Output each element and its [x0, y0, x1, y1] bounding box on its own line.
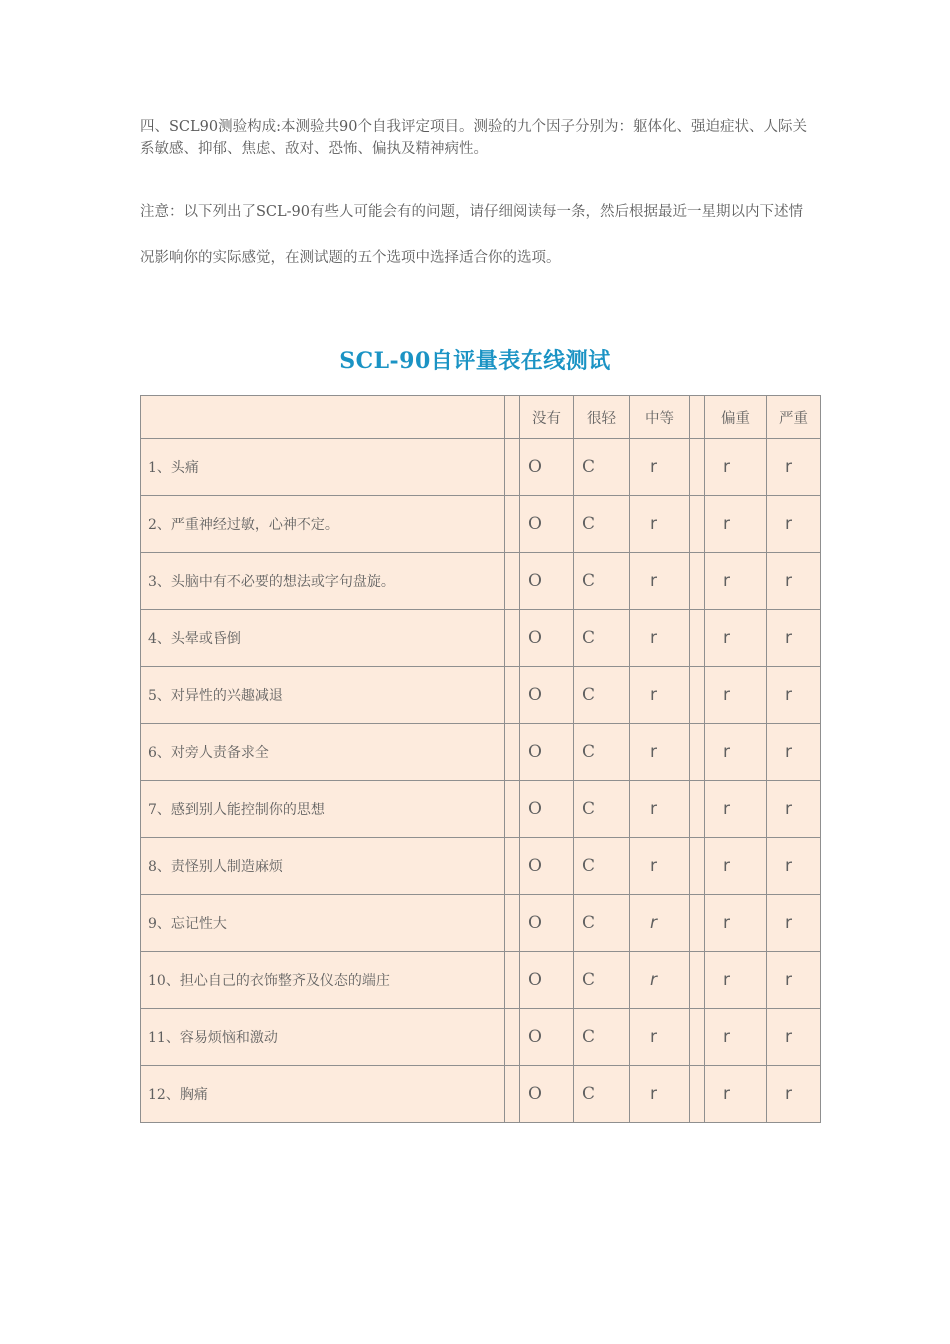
option-mild-radio[interactable]: C — [574, 1009, 630, 1066]
option-none-radio[interactable]: O — [520, 667, 574, 724]
table-row — [141, 610, 821, 667]
question-label: 2、严重神经过敏，心神不定。 — [141, 496, 505, 553]
option-mild-radio[interactable]: C — [574, 895, 630, 952]
option-moderate-radio[interactable]: r — [630, 952, 690, 1009]
table-row — [141, 838, 821, 895]
row-spacer-cell — [505, 838, 520, 895]
row-spacer-cell — [505, 667, 520, 724]
header-option-mild: 很轻 — [574, 396, 630, 439]
row-spacer-cell — [505, 496, 520, 553]
option-moderate-radio[interactable]: r — [630, 895, 690, 952]
row-spacer-cell — [690, 439, 705, 496]
option-severe-radio[interactable]: r — [767, 1066, 821, 1123]
row-spacer-cell — [690, 895, 705, 952]
option-none-radio[interactable]: O — [520, 781, 574, 838]
row-spacer-cell — [690, 724, 705, 781]
option-none-radio[interactable]: O — [520, 1066, 574, 1123]
option-mild-radio[interactable]: C — [574, 781, 630, 838]
option-severe-radio[interactable]: r — [767, 553, 821, 610]
row-spacer-cell — [505, 724, 520, 781]
question-label: 8、责怪别人制造麻烦 — [141, 838, 505, 895]
option-severe-radio[interactable]: r — [767, 838, 821, 895]
row-spacer-cell — [505, 1009, 520, 1066]
option-severe-radio[interactable]: r — [767, 952, 821, 1009]
option-none-radio[interactable]: O — [520, 1009, 574, 1066]
table-row — [141, 496, 821, 553]
option-heavy-radio[interactable]: r — [705, 553, 767, 610]
row-spacer-cell — [505, 895, 520, 952]
option-none-radio[interactable]: O — [520, 439, 574, 496]
option-heavy-radio[interactable]: r — [705, 1009, 767, 1066]
option-severe-radio[interactable]: r — [767, 610, 821, 667]
header-option-moderate: 中等 — [630, 396, 690, 439]
option-severe-radio[interactable]: r — [767, 1009, 821, 1066]
question-label: 7、感到别人能控制你的思想 — [141, 781, 505, 838]
question-label: 3、头脑中有不必要的想法或字句盘旋。 — [141, 553, 505, 610]
row-spacer-cell — [690, 781, 705, 838]
row-spacer-cell — [690, 838, 705, 895]
option-mild-radio[interactable]: C — [574, 1066, 630, 1123]
header-option-severe: 严重 — [767, 396, 821, 439]
option-mild-radio[interactable]: C — [574, 952, 630, 1009]
table-row — [141, 1009, 821, 1066]
row-spacer-cell — [505, 1066, 520, 1123]
option-mild-radio[interactable]: C — [574, 667, 630, 724]
option-none-radio[interactable]: O — [520, 553, 574, 610]
option-mild-radio[interactable]: C — [574, 724, 630, 781]
option-severe-radio[interactable]: r — [767, 667, 821, 724]
row-spacer-cell — [505, 952, 520, 1009]
option-none-radio[interactable]: O — [520, 952, 574, 1009]
option-none-radio[interactable]: O — [520, 496, 574, 553]
option-mild-radio[interactable]: C — [574, 496, 630, 553]
intro-notice: 注意：以下列出了SCL-90有些人可能会有的问题，请仔细阅读每一条，然后根据最近一星期以内下述情况影响你的实际感觉，在测试题的五个选项中选择适合你的选项。 — [140, 204, 804, 266]
table-row — [141, 781, 821, 838]
option-moderate-radio[interactable]: r — [630, 496, 690, 553]
option-mild-radio[interactable]: C — [574, 553, 630, 610]
row-spacer-cell — [690, 1009, 705, 1066]
row-spacer-cell — [505, 439, 520, 496]
header-option-heavy: 偏重 — [705, 396, 767, 439]
option-heavy-radio[interactable]: r — [705, 724, 767, 781]
intro-composition: 四、SCL90测验构成:本测验共90个自我评定项目。测验的九个因子分别为：躯体化、强迫症状、人际关系敏感、抑郁、焦虑、敌对、恐怖、偏执及精神病性。 — [140, 119, 807, 157]
question-label: 6、对旁人责备求全 — [141, 724, 505, 781]
option-moderate-radio[interactable]: r — [630, 667, 690, 724]
row-spacer-cell — [690, 1066, 705, 1123]
header-option-none: 没有 — [520, 396, 574, 439]
header-spacer-cell — [690, 396, 705, 439]
option-mild-radio[interactable]: C — [574, 439, 630, 496]
option-heavy-radio[interactable]: r — [705, 952, 767, 1009]
option-severe-radio[interactable]: r — [767, 895, 821, 952]
question-label: 11、容易烦恼和激动 — [141, 1009, 505, 1066]
table-row — [141, 724, 821, 781]
question-label: 5、对异性的兴趣减退 — [141, 667, 505, 724]
scl90-question-table — [140, 395, 821, 1123]
question-label: 4、头晕或昏倒 — [141, 610, 505, 667]
question-label: 9、忘记性大 — [141, 895, 505, 952]
row-spacer-cell — [505, 610, 520, 667]
page-title: SCL-90自评量表在线测试 — [339, 348, 611, 374]
table-row — [141, 1066, 821, 1123]
option-heavy-radio[interactable]: r — [705, 439, 767, 496]
option-severe-radio[interactable]: r — [767, 724, 821, 781]
table-header-row — [141, 396, 821, 439]
option-moderate-radio[interactable]: r — [630, 1066, 690, 1123]
table-row — [141, 895, 821, 952]
row-spacer-cell — [690, 610, 705, 667]
option-heavy-radio[interactable]: r — [705, 895, 767, 952]
option-heavy-radio[interactable]: r — [705, 610, 767, 667]
option-heavy-radio[interactable]: r — [705, 781, 767, 838]
table-row — [141, 553, 821, 610]
option-heavy-radio[interactable]: r — [705, 1066, 767, 1123]
option-none-radio[interactable]: O — [520, 895, 574, 952]
option-heavy-radio[interactable]: r — [705, 496, 767, 553]
option-moderate-radio[interactable]: r — [630, 553, 690, 610]
table-row — [141, 667, 821, 724]
row-spacer-cell — [690, 496, 705, 553]
option-heavy-radio[interactable]: r — [705, 667, 767, 724]
option-severe-radio[interactable]: r — [767, 781, 821, 838]
option-moderate-radio[interactable]: r — [630, 610, 690, 667]
question-label: 1、头痛 — [141, 439, 505, 496]
question-label: 10、担心自己的衣饰整齐及仪态的端庄 — [141, 952, 505, 1009]
table-row — [141, 439, 821, 496]
row-spacer-cell — [690, 667, 705, 724]
option-mild-radio[interactable]: C — [574, 838, 630, 895]
option-moderate-radio[interactable]: r — [630, 724, 690, 781]
option-none-radio[interactable]: O — [520, 610, 574, 667]
option-none-radio[interactable]: O — [520, 724, 574, 781]
option-heavy-radio[interactable]: r — [705, 838, 767, 895]
option-severe-radio[interactable]: r — [767, 496, 821, 553]
row-spacer-cell — [690, 553, 705, 610]
option-none-radio[interactable]: O — [520, 838, 574, 895]
option-moderate-radio[interactable]: r — [630, 781, 690, 838]
row-spacer-cell — [505, 781, 520, 838]
header-question-cell — [141, 396, 505, 439]
option-severe-radio[interactable]: r — [767, 439, 821, 496]
option-moderate-radio[interactable]: r — [630, 1009, 690, 1066]
table-row — [141, 952, 821, 1009]
row-spacer-cell — [690, 952, 705, 1009]
question-label: 12、胸痛 — [141, 1066, 505, 1123]
header-spacer-cell — [505, 396, 520, 439]
option-mild-radio[interactable]: C — [574, 610, 630, 667]
row-spacer-cell — [505, 553, 520, 610]
option-moderate-radio[interactable]: r — [630, 838, 690, 895]
option-moderate-radio[interactable]: r — [630, 439, 690, 496]
